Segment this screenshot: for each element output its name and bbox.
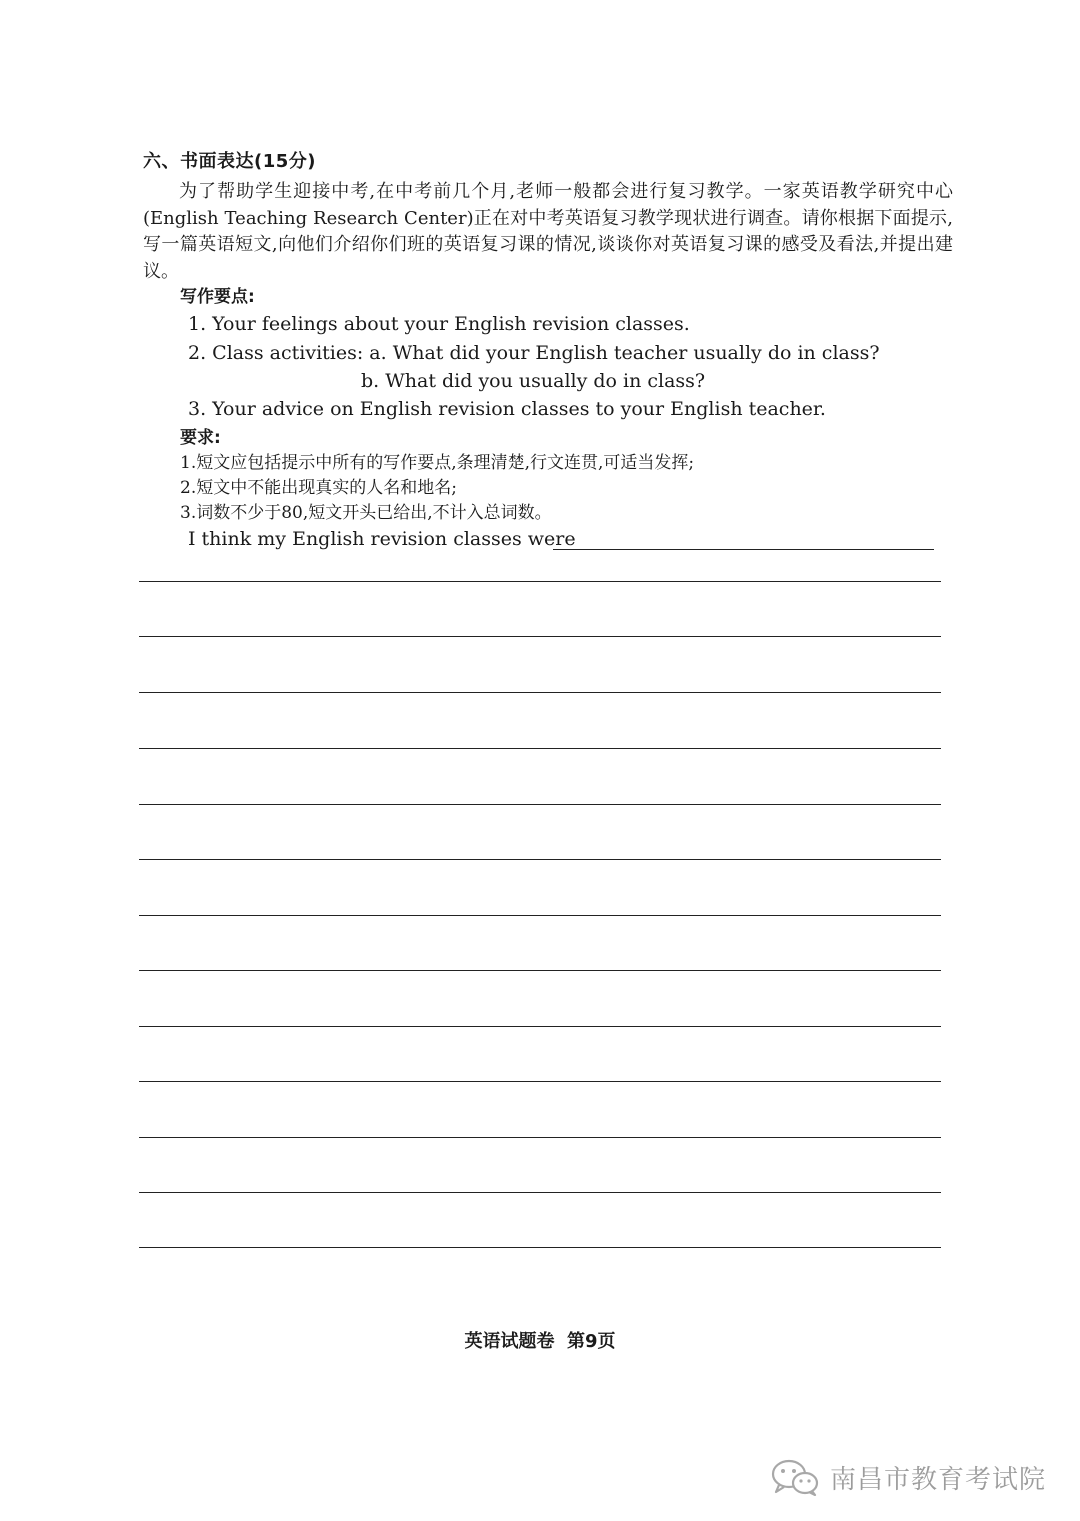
answer-line[interactable] <box>139 1247 941 1248</box>
answer-line[interactable] <box>139 1081 941 1082</box>
answer-line[interactable] <box>139 804 941 805</box>
task-instructions: 为了帮助学生迎接中考,在中考前几个月,老师一般都会进行复习教学。一家英语教学研究中心(English Teaching Research Center)正在对中考英语复习教学现状进行调查。请你根据下面提示,写一篇英语短文,向他们介绍你们班的英语复习课的情况,谈谈你对英语复习课的感受及看法,并提出建议。 <box>143 181 953 282</box>
answer-line[interactable] <box>139 859 941 860</box>
answer-line[interactable] <box>139 581 941 582</box>
answer-line[interactable] <box>139 1026 941 1027</box>
requirement-3: 3.词数不少于80,短文开头已给出,不计入总词数。 <box>180 503 552 523</box>
watermark-text: 南昌市教育考试院 <box>829 1464 1046 1495</box>
answer-line[interactable] <box>139 1192 941 1193</box>
starter-sentence: I think my English revision classes were <box>188 528 576 550</box>
writing-point-2: 2. Class activities: a. What did your English teacher usually do in class? <box>188 342 880 364</box>
watermark <box>770 1458 1046 1496</box>
answer-line[interactable] <box>139 915 941 916</box>
answer-line[interactable] <box>139 1137 941 1138</box>
section-heading: 六、书面表达(15分) <box>143 151 317 172</box>
wechat-icon <box>770 1458 820 1496</box>
answer-line[interactable] <box>139 636 941 637</box>
answer-area[interactable] <box>139 0 941 1300</box>
writing-point-2b: b. What did you usually do in class? <box>361 370 706 392</box>
writing-points-label: 写作要点: <box>180 287 255 307</box>
answer-line[interactable] <box>139 692 941 693</box>
writing-point-1: 1. Your feelings about your English revision classes. <box>188 313 690 335</box>
answer-line[interactable] <box>139 748 941 749</box>
writing-point-3: 3. Your advice on English revision classes to your English teacher. <box>188 398 826 420</box>
page-footer: 英语试题卷 第9页 <box>464 1331 616 1352</box>
requirement-1: 1.短文应包括提示中所有的写作要点,条理清楚,行文连贯,可适当发挥; <box>180 453 695 473</box>
requirement-2: 2.短文中不能出现真实的人名和地名; <box>180 478 457 498</box>
requirements-label: 要求: <box>180 428 221 448</box>
answer-line[interactable] <box>139 970 941 971</box>
